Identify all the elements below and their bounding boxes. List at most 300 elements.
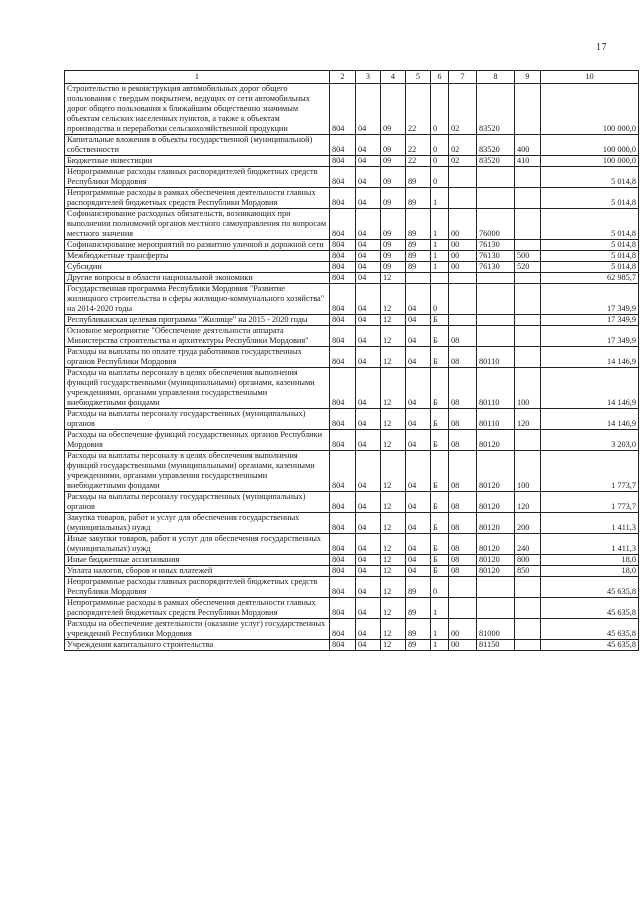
code-cell: 08 [449,451,477,492]
code-cell: 04 [406,326,431,347]
code-cell: 04 [356,619,381,640]
column-header: 7 [449,71,477,84]
code-cell: 1 [431,240,449,251]
code-cell: 100 [515,451,541,492]
code-cell: 08 [449,513,477,534]
table-body [65,84,639,651]
code-cell: 804 [330,566,356,577]
table-row [65,566,639,577]
row-name-cell: Непрограммные расходы главных распорядителей бюджетных средств Республики Мордовия [65,167,330,188]
amount-cell: 5 014,8 [541,188,639,209]
code-cell: 89 [406,251,431,262]
code-cell: 0 [431,577,449,598]
code-cell: 08 [449,347,477,368]
code-cell: 09 [381,167,406,188]
code-cell: 12 [381,315,406,326]
code-cell: 04 [356,326,381,347]
code-cell: 0 [431,84,449,135]
table-row [65,156,639,167]
code-cell: 09 [381,240,406,251]
code-cell: 04 [406,347,431,368]
row-name-cell: Закупка товаров, работ и услуг для обеспечения государственных (муниципальных) нужд [65,513,330,534]
code-cell: Б [431,430,449,451]
table-row [65,135,639,156]
code-cell: 1 [431,619,449,640]
row-name-cell: Бюджетные инвестиции [65,156,330,167]
table-row [65,451,639,492]
amount-cell: 5 014,8 [541,167,639,188]
code-cell [431,273,449,284]
code-cell: 22 [406,84,431,135]
table-row [65,555,639,566]
code-cell: 200 [515,513,541,534]
code-cell: 850 [515,566,541,577]
code-cell: 1 [431,209,449,240]
row-name-cell: Расходы на обеспечение функций государственных органов Республики Мордовия [65,430,330,451]
code-cell: 04 [406,430,431,451]
code-cell: 89 [406,640,431,651]
code-cell: 04 [356,409,381,430]
row-name-cell: Расходы на выплаты персоналу в целях обеспечения выполнения функций государственными (муниципальными) органами, казенными учреждениями, органами управления государственными внебюджетными фондами [65,451,330,492]
code-cell: 804 [330,598,356,619]
amount-cell: 17 349,9 [541,315,639,326]
code-cell: 83520 [477,135,515,156]
table-row [65,347,639,368]
row-name-cell: Расходы на выплаты по оплате труда работников государственных органов Республики Мордовия [65,347,330,368]
code-cell [515,315,541,326]
amount-cell: 62 985,7 [541,273,639,284]
code-cell: 804 [330,167,356,188]
code-cell: 83520 [477,156,515,167]
amount-cell: 1 773,7 [541,451,639,492]
code-cell: 76130 [477,251,515,262]
code-cell: 04 [356,167,381,188]
row-name-cell: Иные бюджетные ассигнования [65,555,330,566]
code-cell: 804 [330,368,356,409]
code-cell: 12 [381,534,406,555]
table-row [65,284,639,315]
amount-cell: 5 014,8 [541,240,639,251]
code-cell: 12 [381,273,406,284]
amount-cell: 5 014,8 [541,209,639,240]
code-cell: 00 [449,262,477,273]
code-cell [477,167,515,188]
code-cell [449,284,477,315]
code-cell [515,598,541,619]
code-cell: 09 [381,84,406,135]
code-cell: 00 [449,640,477,651]
amount-cell: 45 635,8 [541,598,639,619]
amount-cell: 14 146,9 [541,409,639,430]
code-cell: 08 [449,409,477,430]
amount-cell: 14 146,9 [541,368,639,409]
code-cell: 08 [449,566,477,577]
code-cell: 804 [330,209,356,240]
code-cell [477,315,515,326]
code-cell: 89 [406,167,431,188]
code-cell: 76130 [477,262,515,273]
row-name-cell: Расходы на выплаты персоналу государственных (муниципальных) органов [65,409,330,430]
code-cell: 08 [449,534,477,555]
code-cell: 804 [330,640,356,651]
table-row [65,273,639,284]
table-row [65,640,639,651]
amount-cell: 45 635,8 [541,640,639,651]
code-cell: 804 [330,240,356,251]
code-cell: 240 [515,534,541,555]
code-cell: 12 [381,513,406,534]
row-name-cell: Государственная программа Республики Мордовия "Развитие жилищного строительства и сферы жилищно-коммунального хозяйства" на 2014-2020 годы [65,284,330,315]
code-cell: 04 [356,315,381,326]
code-cell: 804 [330,513,356,534]
row-name-cell: Расходы на обеспечение деятельности (оказание услуг) государственных учреждений Республики Мордовия [65,619,330,640]
code-cell: 100 [515,368,541,409]
column-header: 10 [541,71,639,84]
code-cell: 04 [356,451,381,492]
code-cell: 804 [330,619,356,640]
code-cell [515,188,541,209]
row-name-cell: Непрограммные расходы в рамках обеспечения деятельности главных распорядителей бюджетных средств Республики Мордовия [65,598,330,619]
code-cell: 804 [330,315,356,326]
code-cell: 04 [356,566,381,577]
code-cell: 804 [330,84,356,135]
code-cell: 04 [356,368,381,409]
code-cell: 804 [330,534,356,555]
code-cell: 09 [381,135,406,156]
code-cell: 12 [381,619,406,640]
row-name-cell: Уплата налогов, сборов и иных платежей [65,566,330,577]
code-cell: 22 [406,135,431,156]
code-cell: 04 [406,513,431,534]
code-cell: 04 [356,135,381,156]
code-cell: 804 [330,326,356,347]
table-row [65,534,639,555]
table-row [65,577,639,598]
code-cell: 80110 [477,347,515,368]
amount-cell: 14 146,9 [541,347,639,368]
code-cell: 04 [406,409,431,430]
code-cell [515,167,541,188]
code-cell: 02 [449,84,477,135]
code-cell: 00 [449,251,477,262]
code-cell [515,577,541,598]
code-cell: 09 [381,262,406,273]
code-cell: 12 [381,555,406,566]
code-cell: 08 [449,555,477,566]
code-cell: 804 [330,273,356,284]
code-cell: 1 [431,188,449,209]
code-cell: 83520 [477,84,515,135]
code-cell: 09 [381,156,406,167]
code-cell: 04 [406,284,431,315]
code-cell: 120 [515,492,541,513]
amount-cell: 18,0 [541,566,639,577]
code-cell [515,619,541,640]
table-row [65,409,639,430]
amount-cell: 100 000,0 [541,84,639,135]
code-cell: 89 [406,577,431,598]
code-cell: 804 [330,135,356,156]
code-cell: 80120 [477,566,515,577]
code-cell [449,188,477,209]
code-cell: 76130 [477,240,515,251]
table-row [65,251,639,262]
code-cell: 09 [381,188,406,209]
code-cell: 80120 [477,430,515,451]
code-cell: 04 [356,262,381,273]
code-cell: 0 [431,284,449,315]
code-cell: 08 [449,368,477,409]
code-cell: 04 [356,209,381,240]
code-cell: 12 [381,430,406,451]
page-number: 17 [596,42,607,53]
code-cell: 800 [515,555,541,566]
code-cell: 12 [381,347,406,368]
code-cell [515,347,541,368]
code-cell [449,167,477,188]
code-cell [449,577,477,598]
code-cell: 410 [515,156,541,167]
code-cell: 0 [431,135,449,156]
row-name-cell: Непрограммные расходы в рамках обеспечения деятельности главных распорядителей бюджетных средств Республики Мордовия [65,188,330,209]
code-cell: 04 [406,451,431,492]
code-cell: 09 [381,251,406,262]
code-cell: 04 [356,84,381,135]
code-cell: 80110 [477,409,515,430]
code-cell: 804 [330,577,356,598]
code-cell: 04 [356,598,381,619]
code-cell: 04 [356,577,381,598]
amount-cell: 5 014,8 [541,251,639,262]
table-row [65,188,639,209]
code-cell: 520 [515,262,541,273]
code-cell: 804 [330,156,356,167]
code-cell: 04 [406,534,431,555]
code-cell: 12 [381,598,406,619]
code-cell: 04 [356,273,381,284]
code-cell: 08 [449,430,477,451]
code-cell [406,273,431,284]
code-cell: 04 [356,640,381,651]
code-cell: 80120 [477,492,515,513]
code-cell: 08 [449,326,477,347]
row-name-cell: Расходы на выплаты персоналу государственных (муниципальных) органов [65,492,330,513]
code-cell: 804 [330,451,356,492]
code-cell: 804 [330,251,356,262]
code-cell: Б [431,347,449,368]
code-cell: 04 [356,156,381,167]
code-cell: 04 [356,492,381,513]
code-cell: 81150 [477,640,515,651]
code-cell: 12 [381,409,406,430]
column-header: 9 [515,71,541,84]
row-name-cell: Капитальные вложения в объекты государственной (муниципальной) собственности [65,135,330,156]
code-cell: 04 [356,188,381,209]
code-cell: Б [431,534,449,555]
row-name-cell: Другие вопросы в области национальной экономики [65,273,330,284]
row-name-cell: Основное мероприятие "Обеспечение деятельности аппарата Министерства строительства и архитектуры Республики Мордовия" [65,326,330,347]
code-cell: 89 [406,188,431,209]
code-cell: 04 [356,513,381,534]
code-cell: 804 [330,492,356,513]
code-cell: 0 [431,167,449,188]
row-name-cell: Расходы на выплаты персоналу в целях обеспечения выполнения функций государственными (муниципальными) органами, казенными учреждениями, органами управления государственными внебюджетными фондами [65,368,330,409]
row-name-cell: Софинансирование расходных обязательств, возникающих при выполнении полномочий органов местного самоуправления по вопросам местного значения [65,209,330,240]
code-cell: Б [431,326,449,347]
amount-cell: 17 349,9 [541,284,639,315]
code-cell: 500 [515,251,541,262]
table-row [65,430,639,451]
column-header: 4 [381,71,406,84]
code-cell: 89 [406,619,431,640]
table-row [65,84,639,135]
code-cell: 89 [406,598,431,619]
amount-cell: 17 349,9 [541,326,639,347]
code-cell: 04 [406,368,431,409]
code-cell: 04 [356,430,381,451]
amount-cell: 100 000,0 [541,156,639,167]
header-row [65,71,639,84]
code-cell: 22 [406,156,431,167]
column-header: 6 [431,71,449,84]
code-cell [515,240,541,251]
code-cell: 1 [431,262,449,273]
code-cell: 00 [449,619,477,640]
code-cell [515,326,541,347]
code-cell: 89 [406,209,431,240]
code-cell: 02 [449,156,477,167]
code-cell: 804 [330,284,356,315]
code-cell: 00 [449,209,477,240]
code-cell [477,577,515,598]
table-row [65,240,639,251]
code-cell [477,284,515,315]
code-cell: 12 [381,451,406,492]
code-cell: 120 [515,409,541,430]
table-row [65,262,639,273]
amount-cell: 3 203,0 [541,430,639,451]
code-cell: 12 [381,368,406,409]
amount-cell: 1 411,3 [541,534,639,555]
code-cell: 89 [406,262,431,273]
code-cell: 00 [449,240,477,251]
code-cell: 12 [381,492,406,513]
amount-cell: 18,0 [541,555,639,566]
code-cell: 08 [449,492,477,513]
row-name-cell: Межбюджетные трансферты [65,251,330,262]
code-cell: 804 [330,188,356,209]
code-cell: 400 [515,135,541,156]
code-cell: 04 [406,555,431,566]
code-cell: 04 [356,284,381,315]
code-cell: 04 [406,315,431,326]
column-header: 1 [65,71,330,84]
code-cell: Б [431,566,449,577]
code-cell: 12 [381,577,406,598]
row-name-cell: Строительство и реконструкция автомобильных дорог общего пользования с твердым покрытием, ведущих от сети автомобильных дорог общего пользования к ближайшим общественно значимым объектам сельских населенных пунктов, а также к объектам производства и переработки сельскохозяйственной продукции [65,84,330,135]
column-header: 8 [477,71,515,84]
code-cell: 81000 [477,619,515,640]
table-row [65,167,639,188]
code-cell: 04 [356,555,381,566]
code-cell: 1 [431,598,449,619]
code-cell: 80120 [477,513,515,534]
code-cell: 04 [356,251,381,262]
code-cell [515,209,541,240]
table-row [65,513,639,534]
code-cell: Б [431,368,449,409]
code-cell: 804 [330,347,356,368]
code-cell [515,84,541,135]
code-cell: 1 [431,251,449,262]
code-cell: 12 [381,640,406,651]
table-row [65,368,639,409]
code-cell [477,273,515,284]
code-cell: 04 [356,347,381,368]
table-row [65,598,639,619]
table-row [65,326,639,347]
code-cell: Б [431,555,449,566]
code-cell: 12 [381,284,406,315]
code-cell: Б [431,492,449,513]
code-cell: 12 [381,326,406,347]
code-cell: 804 [330,555,356,566]
code-cell [449,273,477,284]
code-cell: 09 [381,209,406,240]
code-cell: 12 [381,566,406,577]
row-name-cell: Иные закупки товаров, работ и услуг для обеспечения государственных (муниципальных) нужд [65,534,330,555]
code-cell: 804 [330,430,356,451]
amount-cell: 45 635,8 [541,619,639,640]
table-row [65,619,639,640]
code-cell: 04 [406,566,431,577]
code-cell: 04 [356,534,381,555]
code-cell [515,640,541,651]
amount-cell: 1 411,3 [541,513,639,534]
code-cell: 80120 [477,451,515,492]
code-cell [449,315,477,326]
amount-cell: 45 635,8 [541,577,639,598]
code-cell: 804 [330,262,356,273]
code-cell [477,188,515,209]
amount-cell: 5 014,8 [541,262,639,273]
budget-table [64,70,639,651]
code-cell: 89 [406,240,431,251]
row-name-cell: Республиканская целевая программа "Жилище" на 2015 - 2020 годы [65,315,330,326]
row-name-cell: Учреждения капитального строительства [65,640,330,651]
code-cell: 04 [356,240,381,251]
column-header: 5 [406,71,431,84]
code-cell [477,326,515,347]
code-cell: 80120 [477,534,515,555]
code-cell: 804 [330,409,356,430]
table-row [65,315,639,326]
code-cell [449,598,477,619]
amount-cell: 1 773,7 [541,492,639,513]
code-cell: Б [431,451,449,492]
table-row [65,209,639,240]
code-cell [515,284,541,315]
code-cell: 02 [449,135,477,156]
code-cell: 80110 [477,368,515,409]
code-cell [515,273,541,284]
code-cell [477,598,515,619]
table-row [65,492,639,513]
code-cell: 80120 [477,555,515,566]
code-cell: Б [431,315,449,326]
code-cell: 76000 [477,209,515,240]
code-cell: 04 [406,492,431,513]
